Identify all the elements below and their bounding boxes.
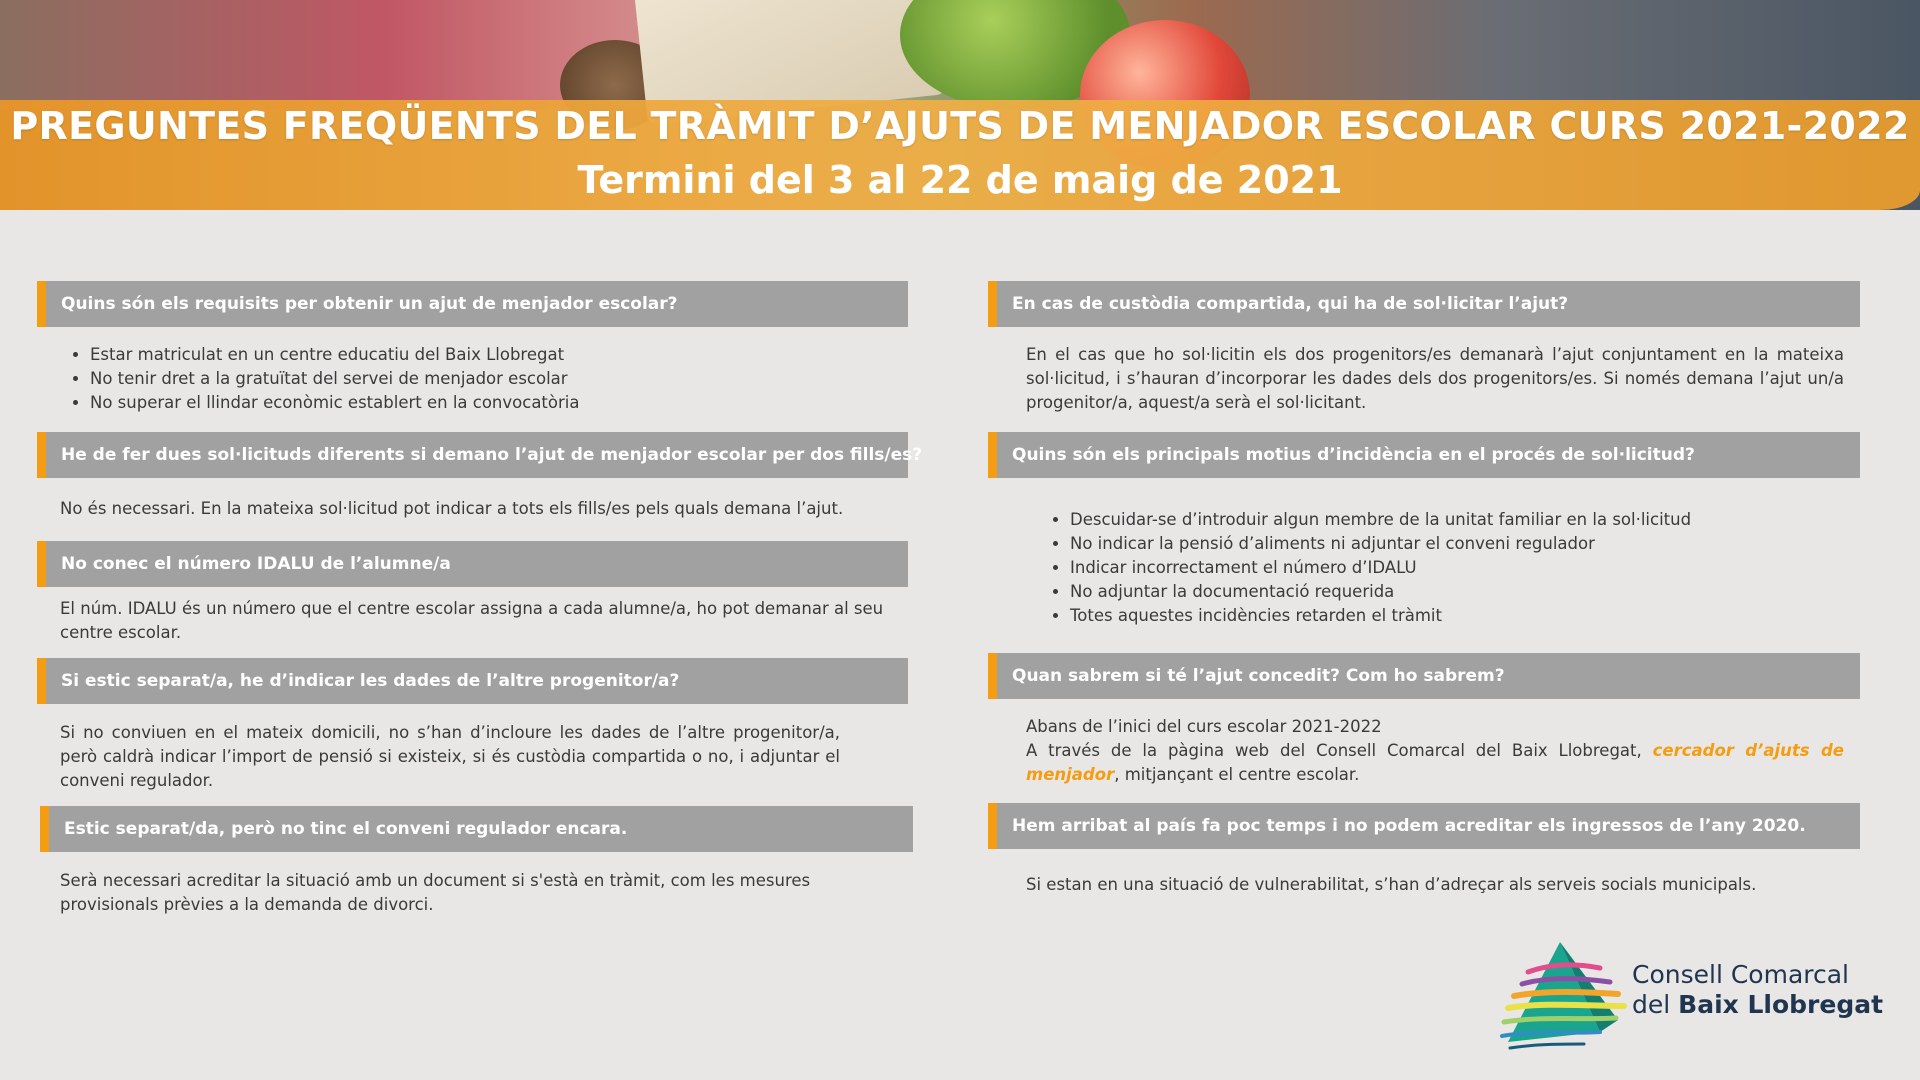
answer-requirements bbox=[60, 343, 900, 415]
logo-line-2-bold: Baix Llobregat bbox=[1678, 990, 1884, 1019]
answer-text: El núm. IDALU és un número que el centre escolar assigna a cada alumne/a, ho pot demanar al seu centre escolar. bbox=[60, 599, 884, 642]
question-incidents: Quins són els principals motius d’incidència en el procés de sol·licitud? bbox=[988, 432, 1860, 478]
answer-shared-custody bbox=[1026, 343, 1844, 415]
question-when-granted: Quan sabrem si té l’ajut concedit? Com ho sabrem? bbox=[988, 653, 1860, 699]
answer-idalu bbox=[60, 597, 900, 645]
meal-aid-finder-link[interactable]: cercador d’ajuts de menjador bbox=[1026, 741, 1844, 784]
answer-incidents bbox=[1040, 508, 1850, 628]
list-item: • Descuidar-se d’introduir algun membre de la unitat familiar en la sol·licitud bbox=[1070, 508, 1850, 532]
list-item: • No superar el llindar econòmic establert en la convocatòria bbox=[90, 391, 900, 415]
answer-text: Serà necessari acreditar la situació amb un document si s'està en tràmit, com les mesures provisionals prèvies a la demanda de divorci. bbox=[60, 871, 811, 914]
list-item: • Indicar incorrectament el número d’IDALU bbox=[1070, 556, 1850, 580]
answer-recent-arrival bbox=[1026, 873, 1844, 897]
question-recent-arrival: Hem arribat al país fa poc temps i no podem acreditar els ingressos de l’any 2020. bbox=[988, 803, 1860, 849]
consell-comarcal-logo-icon bbox=[1500, 940, 1630, 1055]
answer-line-2-end: , mitjançant el centre escolar. bbox=[1114, 765, 1360, 784]
question-requirements: Quins són els requisits per obtenir un ajut de menjador escolar? bbox=[37, 281, 908, 327]
list-item: • No tenir dret a la gratuïtat del servei de menjador escolar bbox=[90, 367, 900, 391]
logo-line-1: Consell Comarcal bbox=[1632, 960, 1850, 989]
requirements-list bbox=[60, 343, 900, 415]
answer-when-granted bbox=[1026, 715, 1844, 787]
list-item: • Totes aquestes incidències retarden el tràmit bbox=[1070, 604, 1850, 628]
answer-separated bbox=[60, 721, 840, 793]
list-item: • No indicar la pensió d’aliments ni adjuntar el conveni regulador bbox=[1070, 532, 1850, 556]
answer-text: En el cas que ho sol·licitin els dos progenitors/es demanarà l’ajut conjuntament en la mateixa sol·licitud, i s’hauran d’incorporar les dades dels dos progenitors/es. Si només demana l’ajut un/a progenitor/a, aquest/a serà el sol·licitant. bbox=[1026, 345, 1844, 412]
list-item: • Estar matriculat en un centre educatiu del Baix Llobregat bbox=[90, 343, 900, 367]
logo-line-2-prefix: del bbox=[1632, 990, 1679, 1019]
page-subtitle: Termini del 3 al 22 de maig de 2021 bbox=[577, 158, 1343, 202]
logo-text bbox=[1632, 960, 1883, 1020]
question-idalu: No conec el número IDALU de l’alumne/a bbox=[37, 541, 908, 587]
answer-text: Si estan en una situació de vulnerabilitat, s’han d’adreçar als serveis socials municipals. bbox=[1026, 875, 1757, 894]
answer-line-2 bbox=[1026, 739, 1844, 787]
question-shared-custody: En cas de custòdia compartida, qui ha de sol·licitar l’ajut? bbox=[988, 281, 1860, 327]
page-title: PREGUNTES FREQÜENTS DEL TRÀMIT D’AJUTS DE MENJADOR ESCOLAR CURS 2021-2022 bbox=[10, 104, 1910, 148]
answer-line-2-start: A través de la pàgina web del Consell Comarcal del Baix Llobregat, bbox=[1026, 741, 1653, 760]
answer-no-agreement bbox=[60, 869, 880, 917]
question-no-agreement: Estic separat/da, però no tinc el conveni regulador encara. bbox=[40, 806, 913, 852]
answer-line-1: Abans de l’inici del curs escolar 2021-2022 bbox=[1026, 717, 1382, 736]
banner-photo-tray bbox=[0, 0, 640, 110]
logo-line-2 bbox=[1632, 990, 1883, 1020]
answer-text: Si no conviuen en el mateix domicili, no s’han d’incloure les dades de l’altre progenitor/a, però caldrà indicar l’import de pensió si existeix, si és custòdia compartida o no, i adjuntar el conveni regulador. bbox=[60, 723, 840, 790]
list-item: • No adjuntar la documentació requerida bbox=[1070, 580, 1850, 604]
header-banner bbox=[0, 0, 1920, 210]
question-separated: Si estic separat/a, he d’indicar les dades de l’altre progenitor/a? bbox=[37, 658, 908, 704]
incidents-list bbox=[1040, 508, 1850, 628]
answer-text: No és necessari. En la mateixa sol·licitud pot indicar a tots els fills/es pels quals demana l’ajut. bbox=[60, 499, 844, 518]
answer-two-requests bbox=[60, 497, 900, 521]
question-two-requests: He de fer dues sol·licituds diferents si demano l’ajut de menjador escolar per dos fills/es? bbox=[37, 432, 908, 478]
